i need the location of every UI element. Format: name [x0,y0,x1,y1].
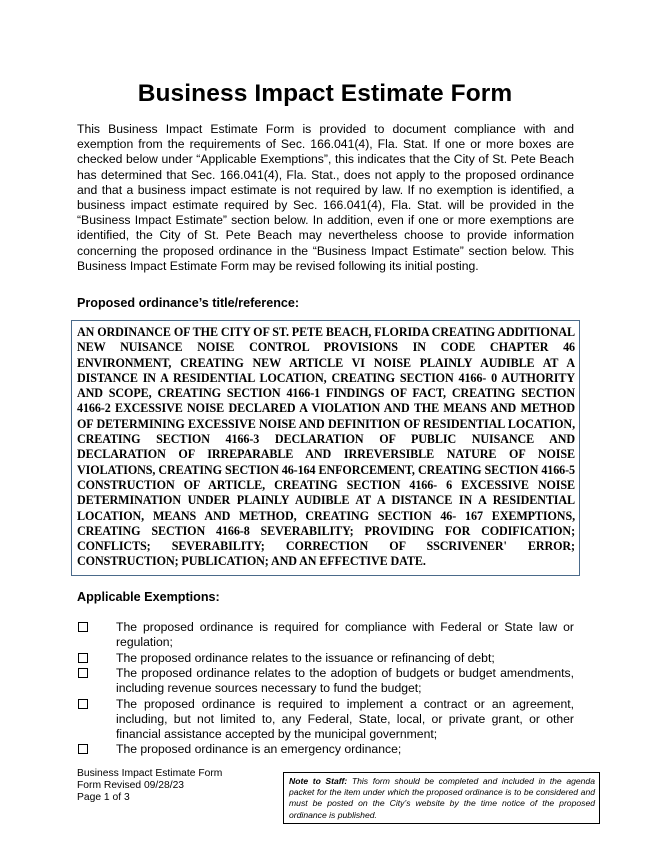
exemption-item-contract [77,697,574,741]
ordinance-title-box [71,320,580,576]
footer-form-name: Business Impact Estimate Form [77,768,223,779]
exemption-label: The proposed ordinance relates to the adoption of budgets or budget amendments, including revenue sources necessary to fund the budget; [116,666,574,696]
exemption-item-debt [77,651,574,666]
staff-note-label: Note to Staff: [289,776,348,786]
checkbox-federal-state-law[interactable] [78,622,88,632]
ordinance-title-text: AN ORDINANCE OF THE CITY OF ST. PETE BEACH, FLORIDA CREATING ADDITIONAL NEW NUISANCE NOISE CONTROL PROVISIONS IN CODE CHAPTER 46 ENVIRONMENT, CREATING NEW ARTICLE VI NOISE PLAINLY AUDIBLE AT A DISTANCE IN A RESIDENTIAL LOCATION, CREATING SECTION 4166- 0 AUTHORITY AND SCOPE, CREATING SECTION 4166-1 FINDINGS OF FACT, CREATING SECTION 4166-2 EXCESSIVE NOISE DECLARED A VIOLATION AND THE MEANS AND METHOD OF DETERMINING EXCESSIVE NOISE AND DEFINITION OF RESIDENTIAL LOCATION, CREATING SECTION 4166-3 DECLARATION OF PUBLIC NUISANCE AND DECLARATION OF IRREPARABLE AND IRREVERSIBLE NATURE OF NOISE VIOLATIONS, CREATING SECTION 46-164 ENFORCEMENT, CREATING SECTION 4166-5 CONSTRUCTION OF ARTICLE, CREATING SECTION 4166- 6 EXCESSIVE NOISE DETERMINATION UNDER PLAINLY AUDIBLE AT A DISTANCE IN A RESIDENTIAL LOCATION, MEANS AND METHOD, CREATING SECTION 46- 167 EXEMPTIONS, CREATING SECTION 4166-8 SEVERABILITY; PROVIDING FOR CODIFICATION; CONFLICTS; SEVERABILITY; CORRECTION OF SSCRIVENER' ERROR; CONSTRUCTION; PUBLICATION; AND AN EFFECTIVE DATE. [77,325,575,569]
exemptions-heading: Applicable Exemptions: [77,590,220,604]
checkbox-contract[interactable] [78,699,88,709]
staff-note-text: This form should be completed and included in the agenda packet for the item under which the proposed ordinance is to be considered and must be posted on the City’s website by the time notice of the proposed ordinance is published. [289,776,595,820]
exemption-item-federal-state-law [77,620,574,650]
footer-revised: Form Revised 09/28/23 [77,780,185,791]
checkbox-budget[interactable] [78,668,88,678]
exemption-item-emergency [77,742,574,757]
exemption-label: The proposed ordinance relates to the issuance or refinancing of debt; [116,650,495,665]
intro-paragraph: This Business Impact Estimate Form is provided to document compliance with and exemption from the requirements of Sec. 166.041(4), Fla. Stat. If one or more boxes are checked below under “Applicable Exemptions”, this indicates that the City of St. Pete Beach has determined that Sec. 166.041(4), Fla. Stat., does not apply to the proposed ordinance and that a business impact estimate is not required by law. If no exemption is identified, a business impact estimate required by Sec. 166.041(4), Fla. Stat. will be provided in the “Business Impact Estimate” section below. In addition, even if one or more exemptions are identified, the City of St. Pete Beach may nevertheless choose to provide information concerning the proposed ordinance in the “Business Impact Estimate” section below. This Business Impact Estimate Form may be revised following its initial posting. [77,122,574,273]
checkbox-emergency[interactable] [78,744,88,754]
exemption-label: The proposed ordinance is an emergency ordinance; [116,742,402,757]
checkbox-debt[interactable] [78,653,88,663]
footer-page-number: Page 1 of 3 [77,792,130,803]
ordinance-heading: Proposed ordinance’s title/reference: [77,296,300,310]
exemption-label: The proposed ordinance is required to implement a contract or an agreement, including, but not limited to, any Federal, State, local, or private grant, or other financial assistance accepted by the municipal government; [116,696,574,741]
footer [77,768,222,804]
exemption-label: The proposed ordinance is required for compliance with Federal or State law or regulation; [116,620,574,649]
exemption-item-budget [77,666,574,696]
staff-note-box [283,772,600,824]
page-title: Business Impact Estimate Form [137,80,513,107]
exemptions-list [77,620,574,758]
